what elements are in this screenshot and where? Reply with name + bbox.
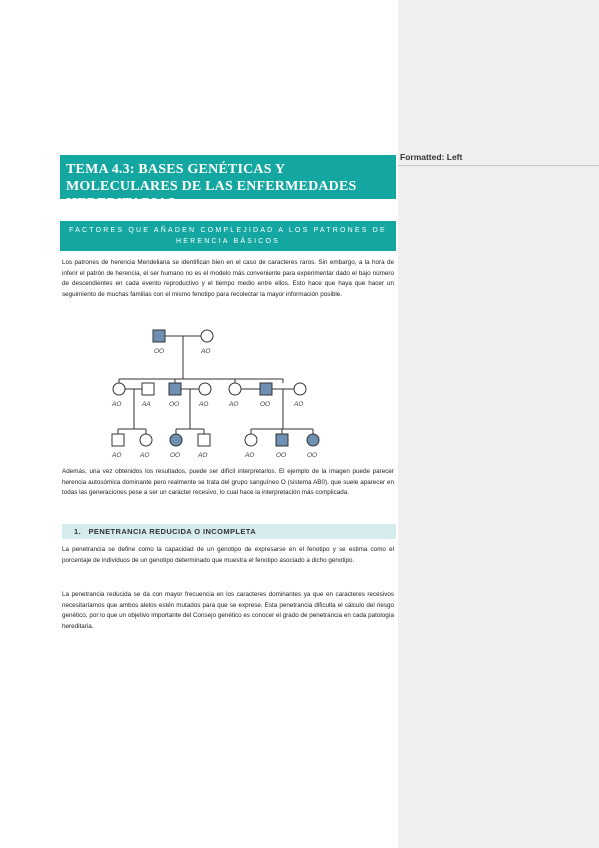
comment-pane bbox=[398, 0, 599, 848]
pedigree-female bbox=[113, 383, 125, 395]
paragraph-interpretation: Además, una vez obtenidos los resultados, puede ser difícil interpretarlos. El ejemplo de la imagen puede parecer herencia autosómica dominante pero realmente se trata del grupo sanguíneo O (sistema AB0), que suele aparecer en todas las generaciones pese a ser un carácter recesivo, lo cual hace la interpretación más complicada. bbox=[62, 468, 394, 497]
pedigree-male-affected bbox=[276, 434, 288, 446]
genotype-label: OO bbox=[170, 452, 181, 459]
genotype-label: AO bbox=[140, 452, 150, 459]
pedigree-male bbox=[112, 434, 124, 446]
pedigree-female bbox=[201, 330, 213, 342]
pedigree-diagram bbox=[100, 326, 325, 464]
genotype-label: OO bbox=[307, 452, 318, 459]
genotype-label: OO bbox=[260, 401, 271, 408]
subsection-title: PENETRANCIA REDUCIDA O INCOMPLETA bbox=[88, 527, 257, 536]
paragraph-penetrance-definition: La penetrancia se define como la capacidad de un genotipo de expresarse en el fenotipo y se estima como el porcentaje de individuos de un genotipo determinado que muestra el fenotipo asociado a dicho genotipo. bbox=[62, 546, 394, 564]
section-header: FACTORES QUE AÑADEN COMPLEJIDAD A LOS PATRONES DE HERENCIA BÁSICOS bbox=[60, 221, 396, 251]
genotype-label: AO bbox=[245, 452, 255, 459]
pedigree-female bbox=[229, 383, 241, 395]
pedigree-female bbox=[140, 434, 152, 446]
genotype-label: AO bbox=[198, 452, 208, 459]
formatting-comment[interactable]: Formatted: Left bbox=[400, 152, 463, 162]
comment-connector-line bbox=[398, 165, 599, 166]
pedigree-female bbox=[245, 434, 257, 446]
genotype-label: OO bbox=[169, 401, 180, 408]
genotype-label: AO bbox=[199, 401, 209, 408]
genotype-label: AO bbox=[112, 452, 122, 459]
genotype-label: AO bbox=[229, 401, 239, 408]
pedigree-female bbox=[294, 383, 306, 395]
genotype-label: AA bbox=[142, 401, 151, 408]
document-title: TEMA 4.3: BASES GENÉTICAS Y MOLECULARES DE LAS ENFERMEDADES HEREDITARIAS bbox=[60, 155, 396, 199]
genotype-label: AO bbox=[201, 348, 211, 355]
pedigree-female bbox=[199, 383, 211, 395]
subsection-heading bbox=[62, 524, 396, 539]
subsection-number: 1. bbox=[74, 527, 82, 536]
pedigree-male-affected bbox=[260, 383, 272, 395]
pedigree-male bbox=[142, 383, 154, 395]
pedigree-male-affected bbox=[169, 383, 181, 395]
paragraph-reduced-penetrance: La penetrancia reducida se da con mayor frecuencia en los caracteres dominantes ya que en caracteres recesivos necesitaríamos que ambos alelos estén mutados para que se exprese. Esta penetrancia dificulta el cálculo del riesgo genético, por lo que un objetivo importante del Consejo genético es conocer el grado de penetrancia en cada patología hereditaria. bbox=[62, 591, 394, 631]
genotype-label: AO bbox=[112, 401, 122, 408]
pedigree-female-affected bbox=[170, 434, 182, 446]
paragraph-intro: Los patrones de herencia Mendeliana se identifican bien en el caso de caracteres raros. Sin embargo, a la hora de inferir el patrón de herencia, el ser humano no es el modelo más conveniente para experimentar dado el bajo número de descendientes en cada evento reproductivo y el tiempo medio entre ellos. Esto hace que haya que hacer un seguimiento de muchas familias con el mismo fenotipo para recolectar la mayor información posible. bbox=[62, 259, 394, 299]
pedigree-male-affected bbox=[153, 330, 165, 342]
genotype-label: AO bbox=[294, 401, 304, 408]
pedigree-male bbox=[198, 434, 210, 446]
genotype-label: OO bbox=[154, 348, 165, 355]
pedigree-female-affected bbox=[307, 434, 319, 446]
genotype-label: OO bbox=[276, 452, 287, 459]
